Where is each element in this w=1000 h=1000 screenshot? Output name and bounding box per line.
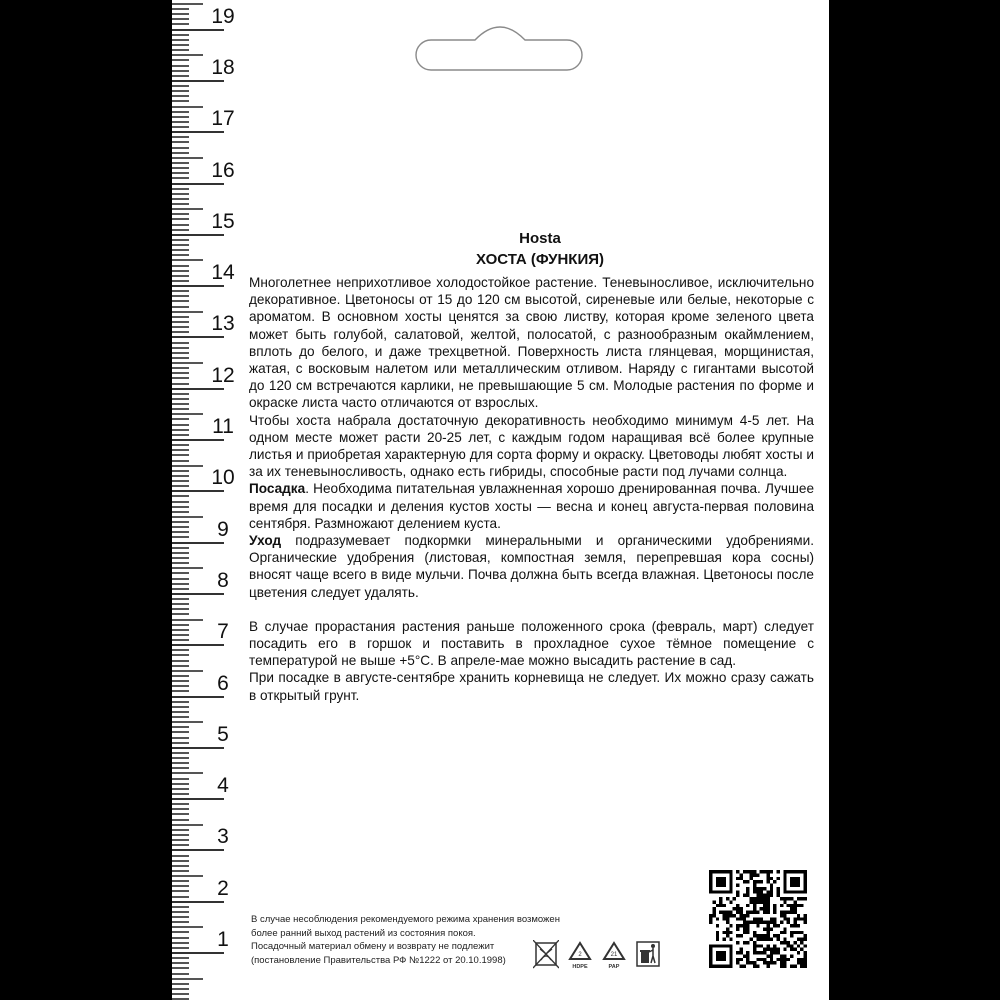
ruler-tick	[172, 90, 189, 92]
ruler-label: 7	[217, 620, 229, 644]
ruler-tick	[172, 875, 203, 877]
ruler-label: 8	[217, 568, 229, 592]
ruler-tick	[172, 403, 189, 405]
ruler-tick	[172, 542, 224, 544]
planting-label: Посадка	[249, 481, 306, 497]
ruler-tick	[172, 906, 189, 908]
ruler-tick	[172, 70, 189, 72]
ruler-tick	[172, 85, 189, 87]
ruler-label: 19	[211, 4, 235, 28]
ruler-tick	[172, 952, 224, 954]
ruler-tick	[172, 285, 224, 287]
ruler-tick	[172, 583, 189, 585]
ruler-tick	[172, 54, 203, 56]
qr-code[interactable]	[709, 870, 807, 968]
ruler-tick	[172, 967, 189, 969]
paragraph-intro: Многолетнее неприхотливое холодостойкое растение. Теневыносливое, исключительно декоративное. Цветоносы от 15 до 120 см высотой, сиреневые или белые, некоторые с ароматом. В основном хосты ценятся за свою листву, которая кроме зеленого цвета может быть голубой, салатовой, желтой, полосатой, с разнообразным окаймлением, вплоть до белого, и даже трехцветной. Поверхность листа глянцевая, морщинистая, жатая, с восковым налетом или металлическим отливом. Наряду с гигантами высотой до 120 см встречаются карлики, не превышающие 5 см. Молодые растения по форме и окраске листа часто отличаются от взрослых.	[249, 275, 814, 411]
ruler-tick	[172, 844, 189, 846]
ruler-tick	[172, 475, 189, 477]
ruler-tick	[172, 824, 203, 826]
ruler-tick	[172, 819, 189, 821]
ruler-tick	[172, 849, 224, 851]
ruler-tick	[172, 629, 189, 631]
ruler-tick	[172, 393, 189, 395]
ruler-tick	[172, 916, 189, 918]
ruler-tick	[172, 947, 189, 949]
ruler-tick	[172, 295, 189, 297]
ruler-tick	[172, 860, 189, 862]
ruler-tick	[172, 547, 189, 549]
ruler-tick	[172, 188, 189, 190]
ruler-tick	[172, 270, 189, 272]
ruler-tick	[172, 798, 224, 800]
ruler-tick	[172, 839, 189, 841]
ruler-tick	[172, 203, 189, 205]
ruler-label: 10	[211, 466, 235, 490]
ruler-tick	[172, 39, 189, 41]
ruler-tick	[172, 767, 189, 769]
recycle-hdpe-icon	[567, 940, 593, 970]
ruler-tick	[172, 742, 189, 744]
ruler-tick	[172, 311, 203, 313]
ruler-tick	[172, 696, 224, 698]
ruler-tick	[172, 896, 189, 898]
ruler-tick	[172, 234, 224, 236]
ruler-tick	[172, 747, 224, 749]
ruler-tick	[172, 23, 189, 25]
ruler-tick	[172, 988, 189, 990]
ruler-tick	[172, 834, 189, 836]
ruler-tick	[172, 213, 189, 215]
ruler-tick	[172, 316, 189, 318]
ruler-tick	[172, 957, 189, 959]
ruler-tick	[172, 321, 189, 323]
ruler-tick	[172, 106, 203, 108]
ruler-tick	[172, 239, 189, 241]
ruler-tick	[172, 193, 189, 195]
paragraph-planting	[249, 480, 814, 532]
paragraph-care	[249, 532, 814, 601]
ruler-tick	[172, 880, 189, 882]
ruler-tick	[172, 465, 203, 467]
ruler-tick	[172, 506, 189, 508]
ruler-tick	[172, 65, 189, 67]
ruler-tick	[172, 100, 189, 102]
ruler-tick	[172, 711, 189, 713]
ruler-tick	[172, 639, 189, 641]
recycle-label: PAP	[608, 964, 620, 970]
ruler-tick	[172, 685, 189, 687]
care-label: Уход	[249, 533, 282, 549]
recycle-label: HDPE	[572, 964, 588, 970]
ruler-tick	[172, 367, 189, 369]
trash-bin-icon	[635, 940, 661, 970]
ruler-tick	[172, 342, 189, 344]
ruler-tick	[172, 911, 189, 913]
ruler-tick	[172, 460, 189, 462]
ruler-tick	[172, 726, 189, 728]
paragraph-early-sprouting: В случае прорастания растения раньше положенного срока (февраль, март) следует посадить его в горшок и поставить в прохладное сухое тёмное помещение с температурой не выше +5°С. В апреле-мае можно высадить растение в сад.	[249, 618, 814, 669]
ruler-tick	[172, 552, 189, 554]
ruler-label: 12	[211, 363, 235, 387]
ruler-tick	[172, 141, 189, 143]
ruler-tick	[172, 644, 224, 646]
ruler-tick	[172, 80, 224, 82]
ruler-tick	[172, 495, 189, 497]
ruler-tick	[172, 480, 189, 482]
ruler-tick	[172, 701, 189, 703]
ruler-tick	[172, 557, 189, 559]
ruler-tick	[172, 357, 189, 359]
ruler-tick	[172, 167, 189, 169]
paragraph-autumn-planting: При посадке в августе-сентябре хранить корневища не следует. Их можно сразу сажать в открытый грунт.	[249, 670, 814, 703]
ruler-tick	[172, 177, 189, 179]
ruler-tick	[172, 383, 189, 385]
ruler-tick	[172, 516, 203, 518]
ruler-tick	[172, 116, 189, 118]
ruler-tick	[172, 218, 189, 220]
ruler-tick	[172, 244, 189, 246]
ruler-tick	[172, 439, 224, 441]
ruler-label: 4	[217, 774, 229, 798]
latin-name: Hosta	[519, 230, 561, 247]
ruler-tick	[172, 198, 189, 200]
ruler-tick	[172, 131, 224, 133]
ruler-label: 2	[217, 876, 229, 900]
ruler-tick	[172, 388, 224, 390]
footer-line: Посадочный материал обмену и возврату не подлежит	[251, 941, 495, 953]
ruler-tick	[172, 521, 189, 523]
ruler-tick	[172, 347, 189, 349]
recycle-code: 21	[610, 952, 618, 958]
ruler-tick	[172, 408, 189, 410]
ruler-tick	[172, 470, 189, 472]
ruler-tick	[172, 249, 189, 251]
ruler-tick	[172, 567, 203, 569]
ruler-tick	[172, 162, 189, 164]
ruler-tick	[172, 649, 189, 651]
ruler-tick	[172, 111, 189, 113]
ruler-tick	[172, 598, 189, 600]
ruler-tick	[172, 95, 189, 97]
ruler-tick	[172, 613, 189, 615]
ruler-tick	[172, 183, 224, 185]
ruler-tick	[172, 793, 189, 795]
ruler-tick	[172, 449, 189, 451]
ruler-tick	[172, 536, 189, 538]
ruler-tick	[172, 624, 189, 626]
ruler-tick	[172, 13, 189, 15]
ruler	[172, 0, 242, 1000]
ruler-tick	[172, 229, 189, 231]
ruler-tick	[172, 254, 189, 256]
ruler-label: 11	[212, 415, 234, 438]
ruler-tick	[172, 983, 189, 985]
recycling-icons	[533, 940, 661, 970]
ruler-tick	[172, 901, 224, 903]
ruler-tick	[172, 962, 189, 964]
ruler-tick	[172, 121, 189, 123]
ruler-tick	[172, 752, 189, 754]
storage-disclaimer	[251, 913, 560, 967]
russian-name: ХОСТА (ФУНКИЯ)	[475, 251, 605, 268]
ruler-tick	[172, 429, 189, 431]
ruler-tick	[172, 921, 189, 923]
ruler-tick	[172, 973, 189, 975]
ruler-tick	[172, 737, 189, 739]
ruler-tick	[172, 757, 189, 759]
ruler-tick	[172, 413, 203, 415]
ruler-label: 14	[211, 261, 235, 285]
ruler-tick	[172, 885, 189, 887]
ruler-tick	[172, 562, 189, 564]
ruler-tick	[172, 716, 189, 718]
ruler-tick	[172, 772, 203, 774]
ruler-tick	[172, 280, 189, 282]
ruler-tick	[172, 803, 189, 805]
ruler-tick	[172, 870, 189, 872]
ruler-tick	[172, 778, 189, 780]
ruler-tick	[172, 157, 203, 159]
ruler-tick	[172, 44, 189, 46]
ruler-tick	[172, 788, 189, 790]
footer-line: более ранний выход растений из состояния покоя.	[251, 927, 476, 939]
footer-line: В случае несоблюдения рекомендуемого режима хранения возможен	[251, 914, 560, 925]
ruler-label: 13	[211, 312, 235, 336]
ruler-tick	[172, 865, 189, 867]
ruler-tick	[172, 931, 189, 933]
ruler-tick	[172, 665, 189, 667]
ruler-tick	[172, 336, 224, 338]
ruler-tick	[172, 147, 189, 149]
ruler-tick	[172, 444, 189, 446]
ruler-tick	[172, 34, 189, 36]
ruler-label: 16	[211, 158, 235, 182]
ruler-tick	[172, 275, 189, 277]
ruler-label: 9	[217, 517, 229, 541]
ruler-tick	[172, 326, 189, 328]
recycle-pap-icon	[601, 940, 627, 970]
ruler-tick	[172, 485, 189, 487]
ruler-tick	[172, 721, 203, 723]
ruler-tick	[172, 619, 203, 621]
ruler-tick	[172, 588, 189, 590]
ruler-tick	[172, 290, 189, 292]
ruler-tick	[172, 603, 189, 605]
ruler-tick	[172, 783, 189, 785]
ruler-tick	[172, 634, 189, 636]
ruler-tick	[172, 424, 189, 426]
ruler-tick	[172, 829, 189, 831]
ruler-tick	[172, 49, 189, 51]
recycle-code: 2	[578, 952, 582, 958]
ruler-label: 3	[217, 825, 229, 849]
ruler-tick	[172, 993, 189, 995]
ruler-tick	[172, 3, 203, 5]
ruler-tick	[172, 224, 189, 226]
ruler-tick	[172, 660, 189, 662]
ruler-tick	[172, 18, 189, 20]
ruler-tick	[172, 808, 189, 810]
description	[249, 274, 814, 704]
ruler-tick	[172, 670, 203, 672]
ruler-tick	[172, 490, 224, 492]
ruler-label: 17	[211, 107, 235, 131]
ruler-tick	[172, 531, 189, 533]
ruler-tick	[172, 152, 189, 154]
ruler-tick	[172, 265, 189, 267]
ruler-tick	[172, 352, 189, 354]
ruler-tick	[172, 654, 189, 656]
ruler-tick	[172, 572, 189, 574]
ruler-tick	[172, 690, 189, 692]
ruler-tick	[172, 762, 189, 764]
ruler-tick	[172, 731, 189, 733]
ruler-tick	[172, 8, 189, 10]
ruler-tick	[172, 680, 189, 682]
ruler-label: 6	[217, 671, 229, 695]
ruler-tick	[172, 890, 189, 892]
ruler-label: 18	[211, 55, 235, 79]
footer-line: (постановление Правительства РФ №1222 от 20.10.1998)	[251, 954, 506, 966]
ruler-tick	[172, 377, 189, 379]
ruler-tick	[172, 593, 224, 595]
ruler-label: 1	[217, 928, 229, 951]
ruler-tick	[172, 813, 189, 815]
ruler-tick	[172, 937, 189, 939]
ruler-tick	[172, 511, 189, 513]
ruler-tick	[172, 434, 189, 436]
ruler-tick	[172, 418, 189, 420]
ruler-tick	[172, 706, 189, 708]
ruler-tick	[172, 259, 203, 261]
ruler-tick	[172, 398, 189, 400]
planting-text: . Необходима питательная увлажненная хорошо дренированная почва. Лучшее время для посадки и деления кустов хосты — весна и конец августа-первая половина сентября. Размножают делением куста.	[249, 481, 814, 531]
hanger-hole-icon	[415, 20, 585, 72]
ruler-tick	[172, 59, 189, 61]
ruler-tick	[172, 300, 189, 302]
ruler-tick	[172, 372, 189, 374]
ruler-tick	[172, 526, 189, 528]
ruler-tick	[172, 126, 189, 128]
ruler-tick	[172, 172, 189, 174]
ruler-label: 15	[211, 209, 235, 233]
ruler-tick	[172, 942, 189, 944]
ruler-tick	[172, 978, 203, 980]
ruler-tick	[172, 306, 189, 308]
ruler-tick	[172, 136, 189, 138]
ruler-label: 5	[217, 722, 229, 746]
ruler-tick	[172, 675, 189, 677]
ruler-tick	[172, 855, 189, 857]
ruler-tick	[172, 331, 189, 333]
no-packaging-cross-icon	[533, 940, 559, 970]
ruler-tick	[172, 29, 224, 31]
ruler-tick	[172, 75, 189, 77]
ruler-tick	[172, 208, 203, 210]
care-text: подразумевает подкормки минеральными и органическими удобрениями. Органические удобрения (листовая, компостная земля, перепревшая кора сосны) вносят чаще всего в виде мульчи. Почва должна быть всегда влажная. Цветоносы после цветения следует удалять.	[249, 533, 814, 600]
ruler-tick	[172, 454, 189, 456]
paragraph-decorative: Чтобы хоста набрала достаточную декоративность необходимо минимум 4-5 лет. На одном месте может расти 20-25 лет, с каждым годом наращивая всё более крупные листья и приобретая характерную для сорта форму и окраску. Цветоводы любят хосты и за их теневыносливость, однако есть гибриды, способные расти под лучами солнца.	[249, 412, 814, 480]
ruler-tick	[172, 362, 203, 364]
ruler-tick	[172, 926, 203, 928]
ruler-tick	[172, 608, 189, 610]
ruler-tick	[172, 578, 189, 580]
ruler-tick	[172, 501, 189, 503]
